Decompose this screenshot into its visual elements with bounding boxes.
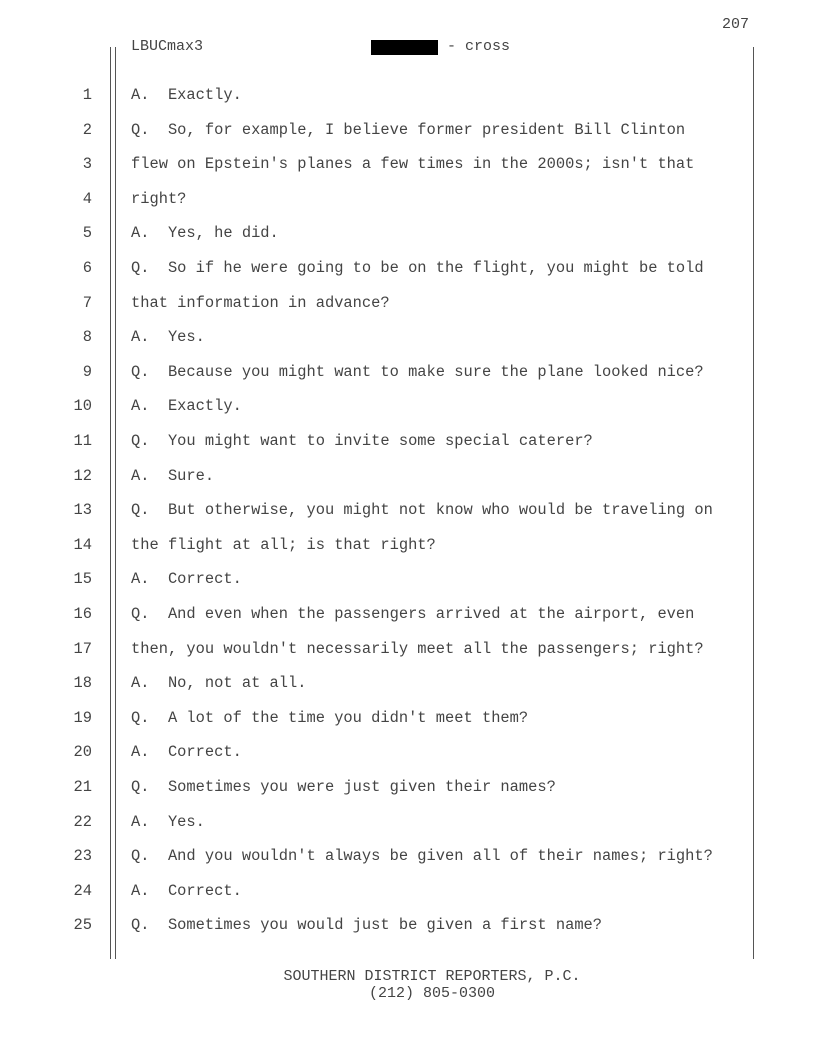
line-text: Q. And even when the passengers arrived at the airport, even (131, 605, 695, 623)
line-number: 9 (82, 362, 92, 381)
transcript-line (0, 703, 816, 733)
transcript-line (0, 426, 816, 456)
page-number: 207 (721, 16, 749, 33)
line-text: A. Exactly. (131, 397, 242, 416)
line-text: A. Yes. (131, 328, 205, 347)
transcript-line (0, 253, 816, 283)
line-text: Q. Sometimes you were just given their names? (131, 778, 556, 796)
case-code: LBUCmax3 (131, 38, 204, 55)
transcript-line (0, 461, 816, 491)
line-number: 4 (82, 189, 92, 208)
line-number: 19 (73, 708, 92, 727)
line-text: Q. Sometimes you would just be given a first name? (131, 916, 603, 935)
transcript-line (0, 910, 816, 940)
transcript-line (0, 668, 816, 698)
line-text: A. No, not at all. (131, 674, 307, 693)
line-text: then, you wouldn't necessarily meet all the passengers; right? (131, 639, 704, 658)
line-text: A. Yes. (131, 812, 205, 831)
reporter-phone: (212) 805-0300 (368, 985, 496, 1002)
line-text: Q. You might want to invite some special caterer? (131, 432, 593, 450)
line-text: A. Correct. (131, 570, 242, 589)
line-number: 21 (73, 778, 92, 796)
line-number: 18 (73, 674, 92, 693)
line-text: Q. So, for example, I believe former president Bill Clinton (131, 120, 686, 139)
line-text: Q. But otherwise, you might not know who would be traveling on (131, 501, 713, 520)
line-text: A. Yes, he did. (131, 224, 279, 243)
line-text: Q. So if he were going to be on the flight, you might be told (131, 259, 704, 277)
line-number: 13 (73, 501, 92, 520)
line-text: right? (131, 189, 187, 208)
line-number: 7 (82, 293, 92, 312)
transcript-line (0, 564, 816, 594)
line-number: 24 (73, 881, 92, 900)
transcript-line (0, 357, 816, 387)
line-number: 14 (73, 535, 92, 554)
transcript-line (0, 530, 816, 560)
line-number: 2 (82, 120, 92, 139)
line-text: A. Exactly. (131, 86, 242, 104)
redacted-witness-name (371, 40, 438, 55)
line-number: 11 (73, 432, 92, 450)
line-number: 6 (82, 259, 92, 277)
transcript-line (0, 115, 816, 145)
transcript-line (0, 634, 816, 664)
line-number: 15 (73, 570, 92, 589)
transcript-line (0, 772, 816, 802)
transcript-line (0, 737, 816, 767)
line-number: 8 (82, 328, 92, 347)
transcript-line (0, 807, 816, 837)
transcript-line (0, 288, 816, 318)
line-text: that information in advance? (131, 293, 390, 312)
line-text: A. Sure. (131, 466, 215, 485)
line-text: Q. Because you might want to make sure the plane looked nice? (131, 362, 704, 381)
line-number: 17 (73, 639, 92, 658)
line-text: A. Correct. (131, 881, 242, 900)
line-number: 20 (73, 743, 92, 762)
transcript-line (0, 599, 816, 629)
line-text: the flight at all; is that right? (131, 535, 436, 554)
transcript-line (0, 184, 816, 214)
transcript-line (0, 149, 816, 179)
line-number: 3 (82, 155, 92, 174)
line-number: 25 (73, 916, 92, 935)
line-text: Q. And you wouldn't always be given all of their names; right? (131, 847, 713, 866)
footer (0, 968, 816, 1002)
transcript-line (0, 495, 816, 525)
line-text: flew on Epstein's planes a few times in the 2000s; isn't that (131, 155, 695, 174)
line-text: A. Correct. (131, 743, 242, 762)
line-number: 16 (73, 605, 92, 623)
transcript-line (0, 322, 816, 352)
transcript-line (0, 391, 816, 421)
transcript-line (0, 876, 816, 906)
examination-type: - cross (447, 38, 511, 55)
transcript-line (0, 841, 816, 871)
line-text: Q. A lot of the time you didn't meet them? (131, 708, 529, 727)
line-number: 22 (73, 812, 92, 831)
transcript-line (0, 80, 816, 110)
transcript-line (0, 218, 816, 248)
line-number: 1 (82, 86, 92, 104)
reporter-name: SOUTHERN DISTRICT REPORTERS, P.C. (283, 968, 581, 985)
line-number: 12 (73, 466, 92, 485)
line-number: 10 (73, 397, 92, 416)
line-number: 23 (73, 847, 92, 866)
line-number: 5 (82, 224, 92, 243)
